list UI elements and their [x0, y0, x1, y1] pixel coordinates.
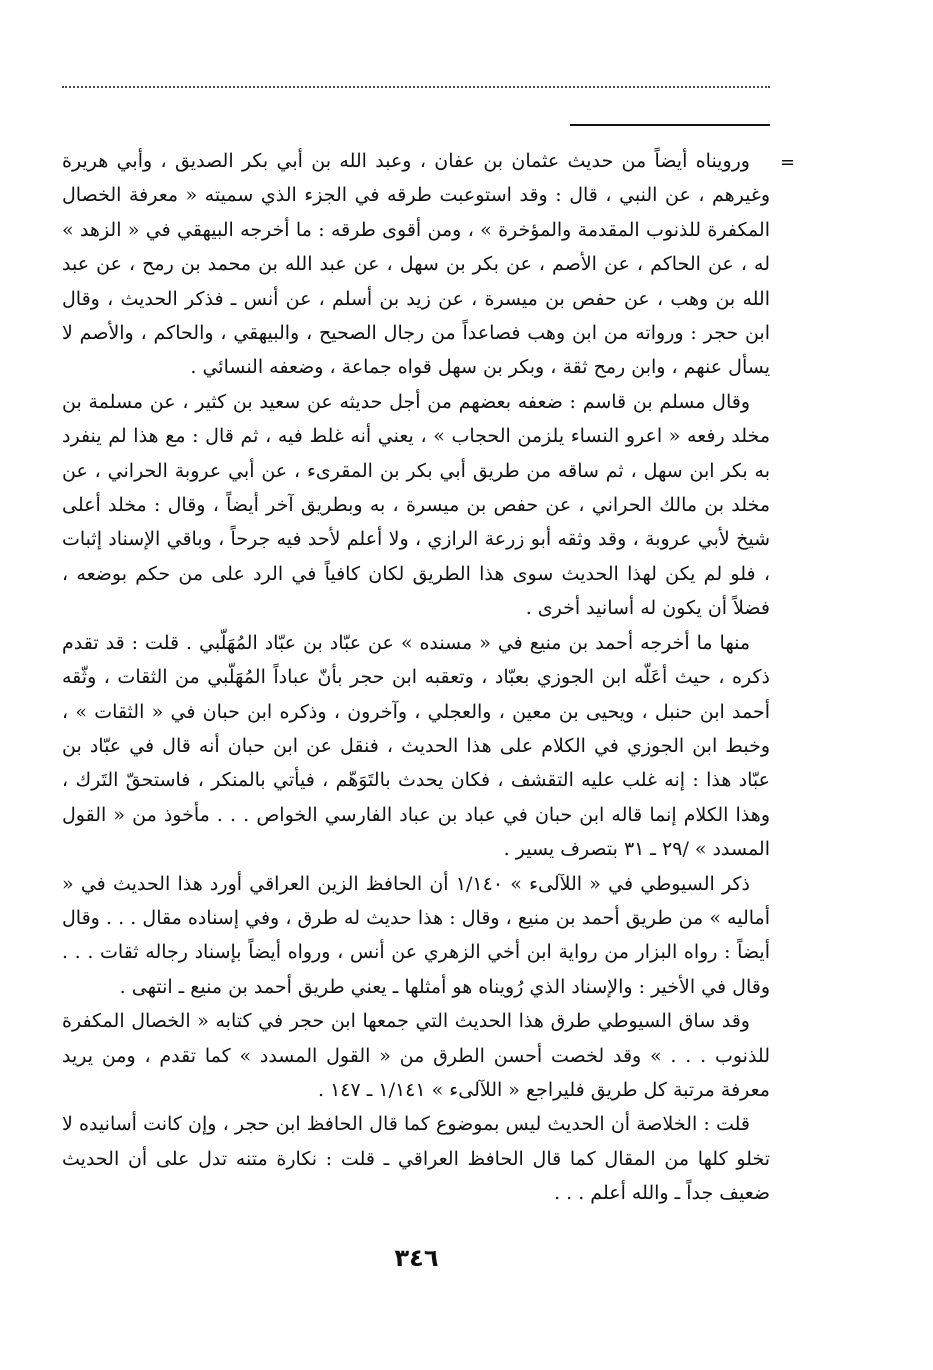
footnote-separator-rule — [570, 124, 770, 126]
footnote-paragraph: قلت : الخلاصة أن الحديث ليس بموضوع كما قال الحافظ ابن حجر ، وإن كانت أسانيده لا تخلو كلها من المقال كما قال الحافظ العراقي ـ قلت : نكارة متنه تدل على أن الحديث ضعيف جداً ـ والله أعلم . . . — [62, 1113, 770, 1205]
footnote-paragraph: منها ما أخرجه أحمد بن منيع في « مسنده » عن عبّاد بن عبّاد المُهَلّبي . قلت : قد تقدم ذكره ، حيث أعَلّه ابن الجوزي بعبّاد ، وتعقبه ابن حجر بأنّ عباداً المُهَلّبي من الثقات ، وثّقه أحمد ابن حنبل ، ويحيى بن معين ، والعجلي ، وآخرون ، وذكره ابن حبان في « الثقات » ، وخبط ابن الجوزي في الكلام على هذا الحديث ، فنقل عن ابن حبان أنه قال في عبّاد بن عبّاد هذا : إنه غلب عليه التقشف ، فكان يحدث بالتَوَهّم ، فيأتي بالمنكر ، فاستحقّ التَرك ، وهذا الكلام إنما قاله ابن حبان في عباد بن عباد الفارسي الخواص . . . مأخوذ من « القول المسدد » /٢٩ ـ ٣١ بتصرف يسير . — [62, 631, 770, 861]
footnote-paragraph: وقد ساق السيوطي طرق هذا الحديث التي جمعها ابن حجر في كتابه « الخصال المكفرة للذنوب . . . » وقد لخصت أحسن الطرق من « القول المسدد » كما تقدم ، ومن يريد معرفة مرتبة كل طريق فليراجع « اللآلىء » ١/١٤١ ـ ١٤٧ . — [62, 1010, 770, 1101]
footnote-paragraph: وقال مسلم بن قاسم : ضعفه بعضهم من أجل حديثه عن سعيد بن كثير ، عن مسلمة بن مخلد رفعه « اعرو النساء يلزمن الحجاب » ، يعني أنه غلط فيه ، ثم قال : مع هذا لم ينفرد به بكر ابن سهل ، ثم ساقه من طريق أبي بكر بن المقرىء ، عن أبي عروبة الحراني ، عن مخلد بن مالك الحراني ، عن حفص بن ميسرة ، به وبطريق آخر أيضاً ، وقال : مخلد أعلى شيخ لأبي عروبة ، وقد وثقه أبو زرعة الرازي ، ولا أعلم لأحد فيه جرحاً ، وباقي الإسناد إثبات ، فلو لم يكن لهذا الحديث سوى هذا الطريق لكان كافياً في الرد على من حكم بوضعه ، فضلاً أن يكون له أسانيد أخرى . — [62, 390, 770, 620]
footnote-paragraph: ذكر السيوطي في « اللآلىء » ١/١٤٠ أن الحافظ الزين العراقي أورد هذا الحديث في « أماليه » من طريق أحمد بن منيع ، وقال : هذا حديث له طرق ، وفي إسناده مقال . . . وقال أيضاً : رواه البزار من رواية ابن أخي الزهري عن أنس ، ورواه أيضاً بإسناد رجاله ثقات . . . وقال في الأخير : والإسناد الذي رُويناه هو أمثلها ـ يعني طريق أحمد بن منيع ـ انتهى . — [62, 872, 770, 998]
footnote-continuation-marker: = — [780, 152, 796, 173]
footnote-paragraph: ورويناه أيضاً من حديث عثمان بن عفان ، وعبد الله بن أبي بكر الصديق ، وأبي هريرة وغيرهم ، عن النبي ، قال : وقد استوعبت طرقه في الجزء الذي سميته « معرفة الخصال المكفرة للذنوب المقدمة والمؤخرة » ، ومن أقوى طرقه : ما أخرجه البيهقي في « الزهد » له ، عن الحاكم ، عن الأصم ، عن بكر بن سهل ، عن عبد الله بن محمد بن رمح ، عن عبد الله بن وهب ، عن حفص بن ميسرة ، عن زيد بن أسلم ، عن أنس ـ فذكر الحديث ، وقال ابن حجر : ورواته من ابن وهب فصاعداً من رجال الصحيح ، والبيهقي ، والحاكم ، والأصم لا يسأل عنهم ، وابن رمح ثقة ، وبكر بن سهل قواه جماعة ، وضعفه النسائي . — [62, 150, 770, 379]
header-dotted-rule — [62, 86, 770, 88]
footnote-text — [62, 144, 770, 1211]
page-number: ٣٤٦ — [394, 1244, 439, 1272]
